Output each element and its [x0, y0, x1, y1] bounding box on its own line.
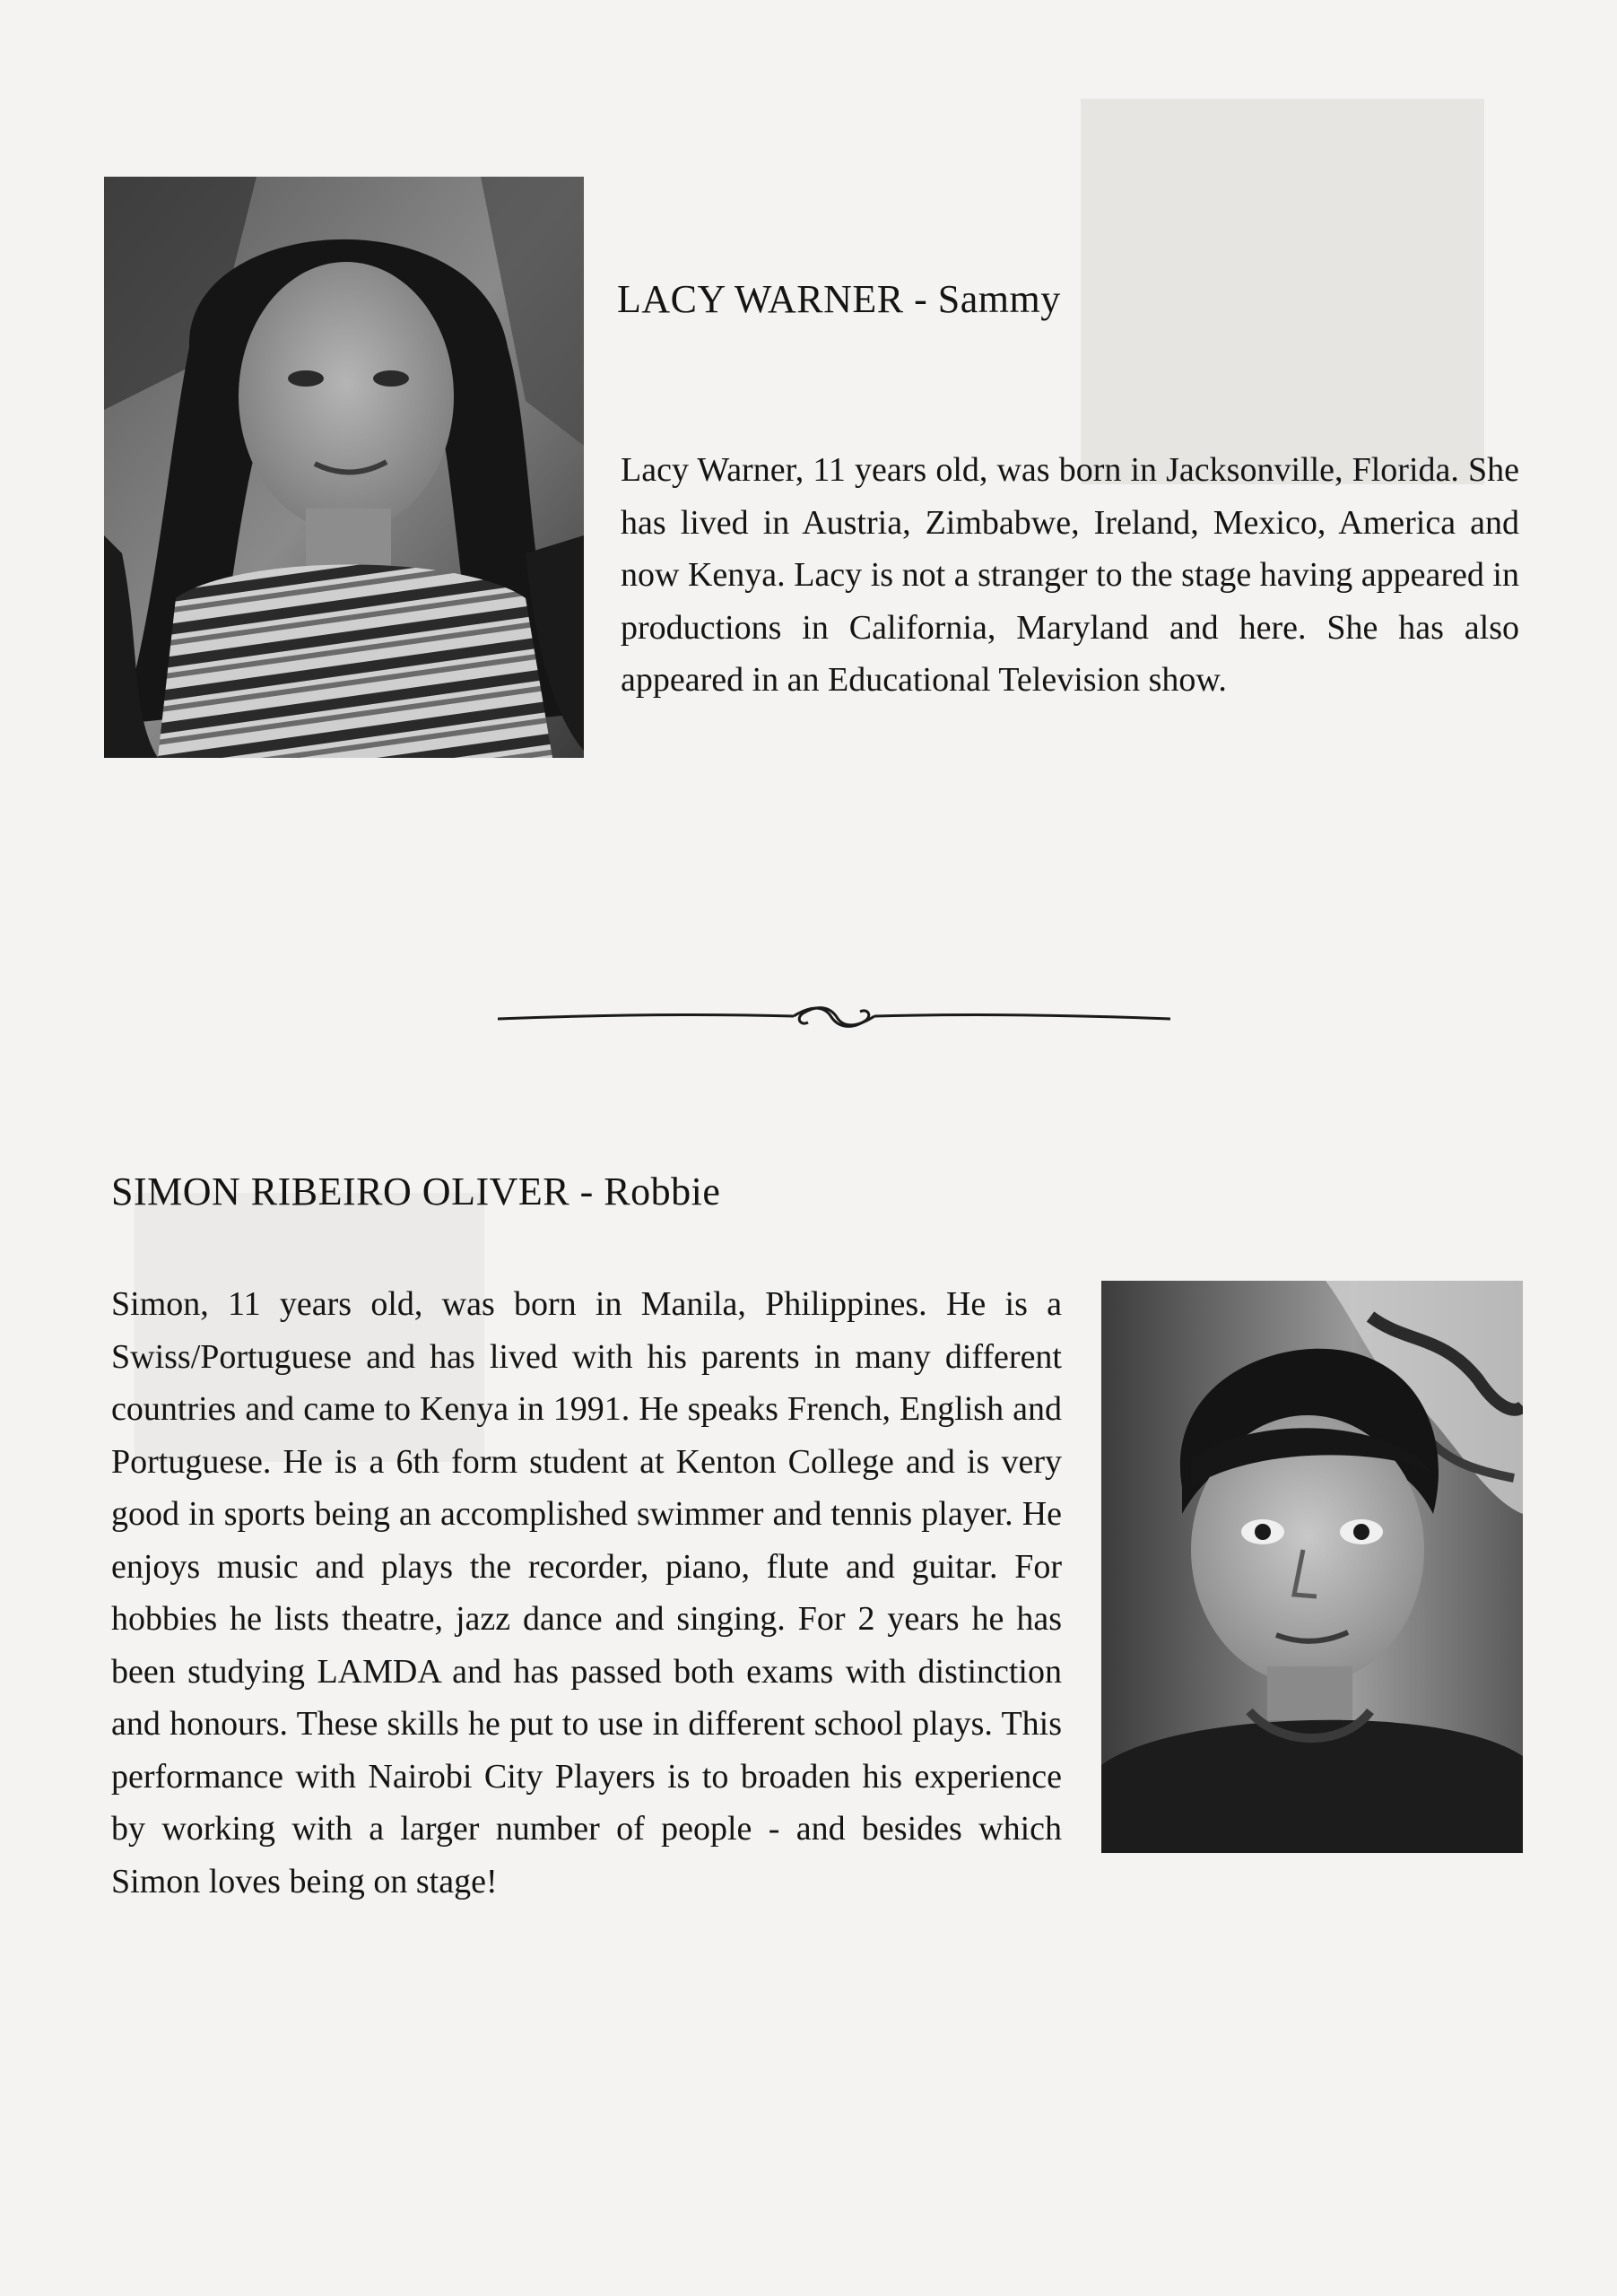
- simon-ribeiro-oliver-photo: [1101, 1281, 1523, 1853]
- simon-ribeiro-oliver-heading: SIMON RIBEIRO OLIVER - Robbie: [111, 1170, 721, 1213]
- lacy-warner-photo: [104, 177, 584, 758]
- simon-ribeiro-oliver-bio: Simon, 11 years old, was born in Manila, Philippines. He is a Swiss/Portuguese and has lived with his parents in many different countries and came to Kenya in 1991. He speaks French, English and Portuguese. He is a 6th form student at Kenton College and is very good in sports being an accomplished swimmer and tennis player. He enjoys music and plays the recorder, piano, flute and guitar. For hobbies he lists theatre, jazz dance and singing. For 2 years he has been studying LAMDA and has passed both exams with distinction and honours. These skills he put to use in different school plays. This performance with Nairobi City Players is to broaden his experience by working with a larger number of people - and besides which Simon loves being on stage!: [111, 1285, 1062, 1900]
- ornamental-divider: [498, 997, 1170, 1037]
- bleed-through-photo: [1081, 99, 1484, 484]
- lacy-warner-heading: LACY WARNER - Sammy: [617, 277, 1061, 321]
- lacy-warner-bio: Lacy Warner, 11 years old, was born in Jacksonville, Florida. She has lived in Austria, Zimbabwe, Ireland, Mexico, America and now Kenya. Lacy is not a stranger to the stage having appeared in productions in California, Maryland and here. She has also appeared in an Educational Television show.: [621, 451, 1519, 699]
